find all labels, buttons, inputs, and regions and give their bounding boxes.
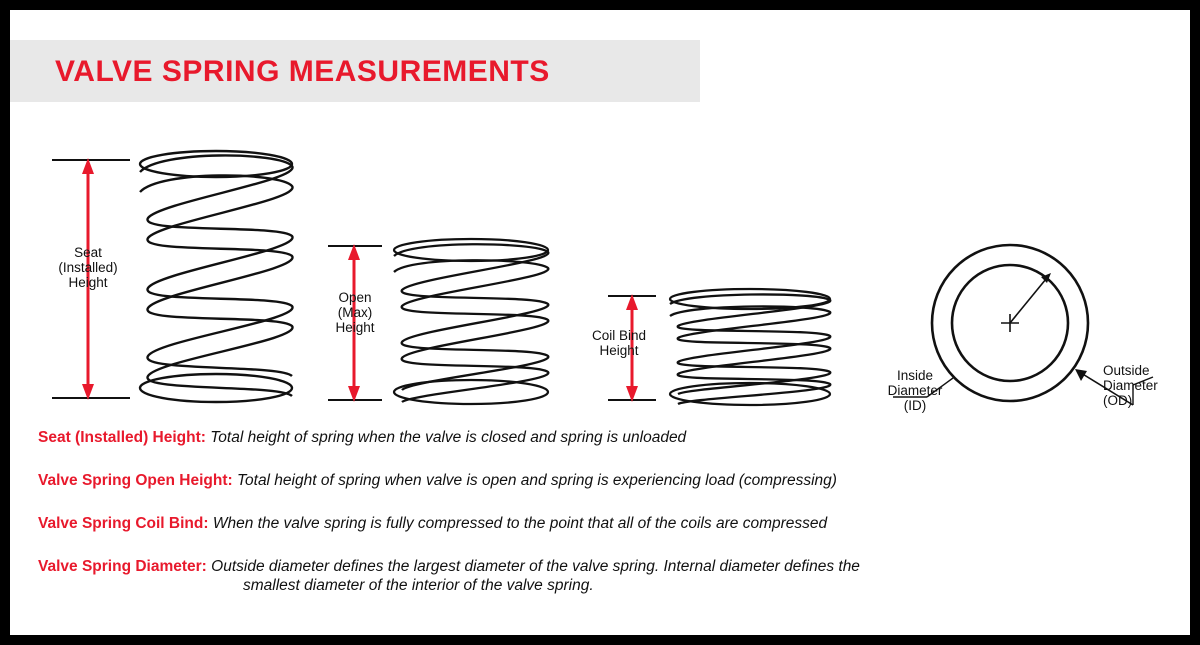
outside-diameter-label-line3: (OD) [1103, 393, 1133, 408]
definition-term: Valve Spring Open Height: [38, 472, 233, 489]
definition-text-continued: smallest diameter of the interior of the valve spring. [243, 577, 594, 594]
inside-diameter-label-line1: Inside [896, 368, 934, 383]
inside-diameter-label-line2: Diameter [887, 383, 943, 398]
definition-term: Seat (Installed) Height: [38, 429, 206, 446]
coil-bind-height-label-line2: Height [599, 343, 639, 358]
open-height-label-line2: (Max) [337, 305, 373, 320]
inside-diameter-label-line3: (ID) [903, 398, 927, 413]
definition-text: Total height of spring when valve is open and spring is experiencing load (compressing) [236, 472, 837, 489]
open-height-label [310, 290, 400, 335]
inside-diameter-label [860, 368, 970, 413]
seat-height-label-line2: (Installed) [58, 260, 118, 275]
definition-item [38, 428, 1190, 447]
definition-text: Outside diameter defines the largest diameter of the valve spring. Internal diameter defines the [211, 558, 860, 575]
seat-height-label-line3: Height [68, 275, 108, 290]
content-sheet [10, 10, 1190, 635]
definition-text: When the valve spring is fully compressed to the point that all of the coils are compressed [212, 515, 828, 532]
definition-term: Valve Spring Diameter: [38, 558, 207, 575]
valve-spring-diagram [10, 120, 1190, 430]
definition-item [38, 514, 1190, 533]
seat-height-label-line1: Seat [74, 245, 102, 260]
definition-term: Valve Spring Coil Bind: [38, 515, 209, 532]
seat-height-label [40, 245, 136, 290]
definition-item [38, 557, 1190, 595]
definitions-list [10, 428, 1190, 619]
outside-diameter-label-line2: Diameter [1103, 378, 1158, 393]
definition-text: Total height of spring when the valve is closed and spring is unloaded [210, 429, 687, 446]
coil-bind-height-label-line1: Coil Bind [591, 328, 647, 343]
coil-bind-height-label [573, 328, 665, 358]
definition-item [38, 471, 1190, 490]
page-title: VALVE SPRING MEASUREMENTS [55, 55, 550, 88]
outside-diameter-label [1103, 363, 1200, 408]
open-height-label-line1: Open [338, 290, 372, 305]
open-height-label-line3: Height [335, 320, 375, 335]
outside-diameter-label-line1: Outside [1103, 363, 1150, 378]
